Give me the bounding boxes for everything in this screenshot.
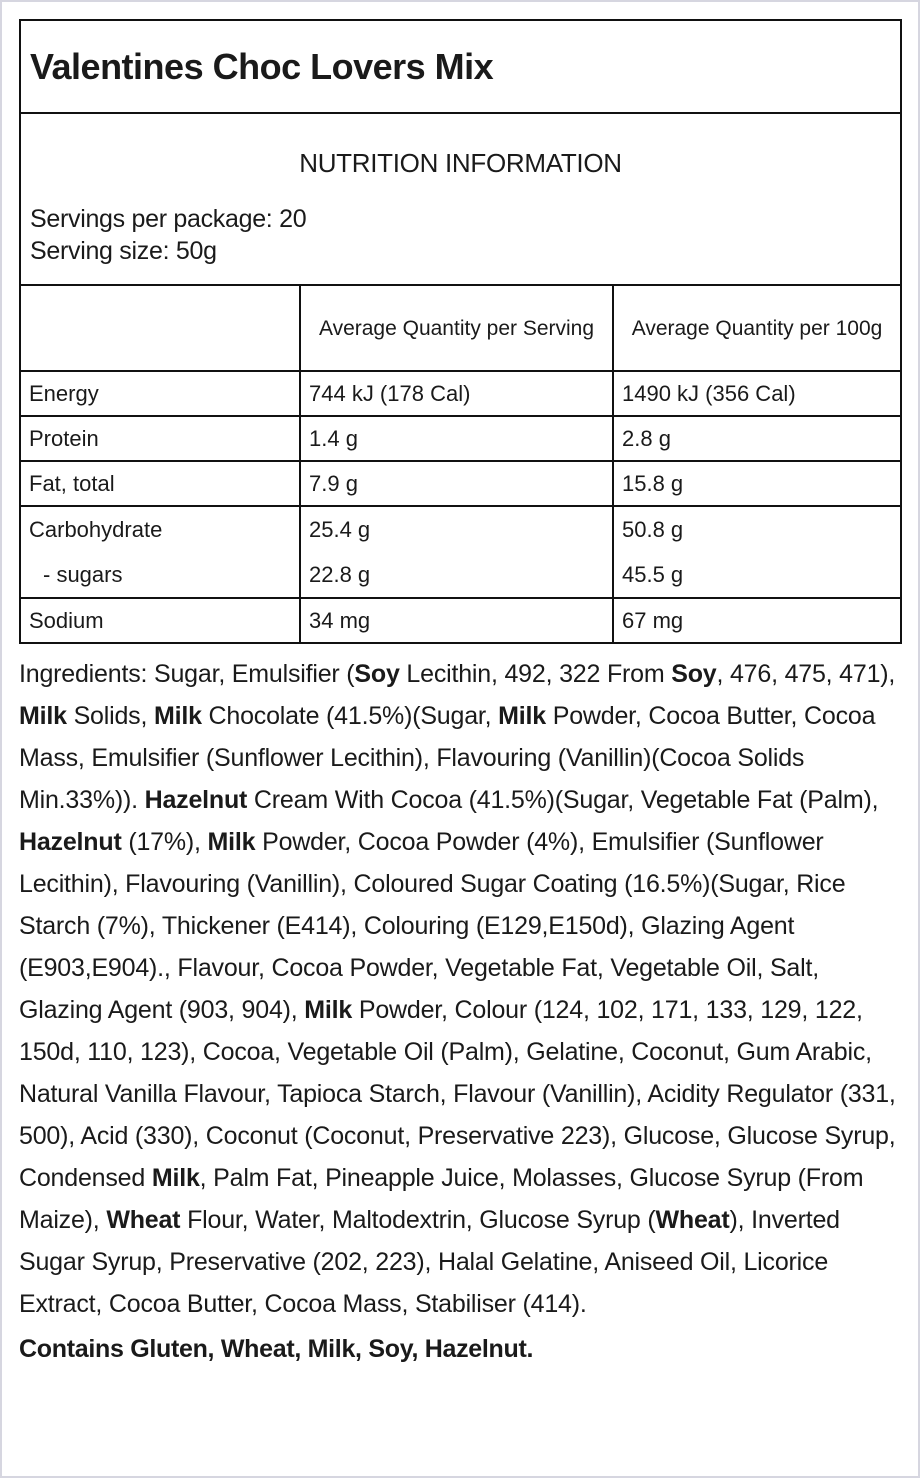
- product-title: Valentines Choc Lovers Mix: [30, 45, 494, 87]
- allergen-statement: Contains Gluten, Wheat, Milk, Soy, Hazelnut.: [19, 1335, 534, 1363]
- allergen-highlight: Milk: [207, 828, 256, 856]
- ingredient-text: Powder, Colour (124, 102, 171, 133, 129, 122, 150d, 110, 123), Cocoa, Vegetable Oil (Palm), Gelatine, Coconut, Gum Arabic, Natural Vanilla Flavour, Tapioca Starch, Flavour (Vanillin), Acidity Regulator (331, 500), Acid (330), Coconut (Coconut, Preservative 223), Glucose, Glucose Syrup, Condensed: [19, 996, 896, 1192]
- allergen-highlight: Milk: [19, 702, 67, 730]
- ingredient-text: Powder, Cocoa Butter, Cocoa Mass, Emulsifier (Sunflower Lecithin), Flavouring (Vanillin)(Cocoa Solids Min.33%)).: [19, 702, 876, 814]
- nutrient-label: Energy: [20, 371, 300, 416]
- per-100g-value: 45.5 g: [622, 562, 684, 587]
- ingredient-text: , 476, 475, 471),: [716, 660, 896, 688]
- nutrient-label: Protein: [20, 416, 300, 461]
- per-serving-value: 34 mg: [300, 598, 613, 643]
- table-row-fat: [20, 461, 901, 506]
- ingredients-text: [19, 653, 899, 1325]
- per-serving-value: 7.9 g: [300, 461, 613, 506]
- nutrient-label-group: [20, 506, 300, 598]
- ingredient-text: Chocolate (41.5%)(Sugar,: [201, 702, 499, 730]
- per-serving-value: 1.4 g: [300, 416, 613, 461]
- table-row-protein: [20, 416, 901, 461]
- nutrient-label: Carbohydrate: [29, 517, 163, 542]
- per-100g-value: 67 mg: [613, 598, 901, 643]
- serving-size: Serving size: 50g: [30, 237, 217, 265]
- allergen-highlight: Hazelnut: [144, 786, 248, 814]
- per-serving-value: 25.4 g: [309, 517, 371, 542]
- ingredient-text: (17%),: [121, 828, 208, 856]
- ingredient-text: Flour, Water, Maltodextrin, Glucose Syrup (: [180, 1206, 656, 1234]
- table-row-energy: [20, 371, 901, 416]
- allergen-highlight: Soy: [354, 660, 400, 688]
- column-header-nutrient: [20, 285, 300, 371]
- nutrient-label: Fat, total: [20, 461, 300, 506]
- ingredient-text: Cream With Cocoa (41.5%)(Sugar, Vegetable Fat (Palm),: [247, 786, 879, 814]
- per-100g-value: 1490 kJ (356 Cal): [613, 371, 901, 416]
- nutrition-label: [19, 19, 902, 644]
- per-serving-value: 744 kJ (178 Cal): [300, 371, 613, 416]
- nutrition-table: [19, 284, 902, 644]
- per-100g-value: 2.8 g: [613, 416, 901, 461]
- servings-per-package: Servings per package: 20: [30, 205, 307, 233]
- allergen-highlight: Milk: [498, 702, 546, 730]
- column-header-per-100g: Average Quantity per 100g: [613, 285, 901, 371]
- table-row-carbohydrate: [20, 506, 901, 598]
- allergen-highlight: Wheat: [106, 1206, 181, 1234]
- allergen-highlight: Hazelnut: [19, 828, 122, 856]
- allergen-highlight: Milk: [153, 702, 202, 730]
- ingredient-text: Powder, Cocoa Powder (4%), Emulsifier (Sunflower Lecithin), Flavouring (Vanillin), Coloured Sugar Coating (16.5%)(Sugar, Rice Starch (7%), Thickener (E414), Colouring (E129,E150d), Glazing Agent (E903,E904)., Flavour, Cocoa Powder, Vegetable Fat, Vegetable Oil, Salt, Glazing Agent (903, 904),: [19, 828, 846, 1024]
- allergen-highlight: Milk: [304, 996, 353, 1024]
- table-header-row: [20, 285, 901, 371]
- ingredients-section: [19, 647, 899, 1369]
- ingredient-text: ), Inverted Sugar Syrup, Preservative (202, 223), Halal Gelatine, Aniseed Oil, Licorice Extract, Cocoa Butter, Cocoa Mass, Stabiliser (414).: [19, 1206, 840, 1318]
- nutrition-info-box: [19, 112, 902, 284]
- allergen-highlight: Milk: [151, 1164, 200, 1192]
- per-100g-value-group: [613, 506, 901, 598]
- allergen-highlight: Wheat: [655, 1206, 730, 1234]
- column-header-per-serving: Average Quantity per Serving: [300, 285, 613, 371]
- nutrient-label: Sodium: [20, 598, 300, 643]
- nutrition-heading: NUTRITION INFORMATION: [299, 148, 622, 178]
- product-title-box: [19, 19, 902, 112]
- ingredient-text: Ingredients: Sugar, Emulsifier (: [19, 660, 355, 688]
- per-serving-value-group: [300, 506, 613, 598]
- ingredient-text: Lecithin, 492, 322 From: [399, 660, 672, 688]
- table-row-sodium: [20, 598, 901, 643]
- allergen-highlight: Soy: [671, 660, 717, 688]
- ingredient-text: , Palm Fat, Pineapple Juice, Molasses, Glucose Syrup (From Maize),: [19, 1164, 864, 1234]
- per-100g-value: 15.8 g: [613, 461, 901, 506]
- per-serving-value: 22.8 g: [309, 562, 371, 587]
- ingredient-text: Solids,: [66, 702, 154, 730]
- per-100g-value: 50.8 g: [622, 517, 684, 542]
- nutrient-sublabel: - sugars: [43, 562, 123, 587]
